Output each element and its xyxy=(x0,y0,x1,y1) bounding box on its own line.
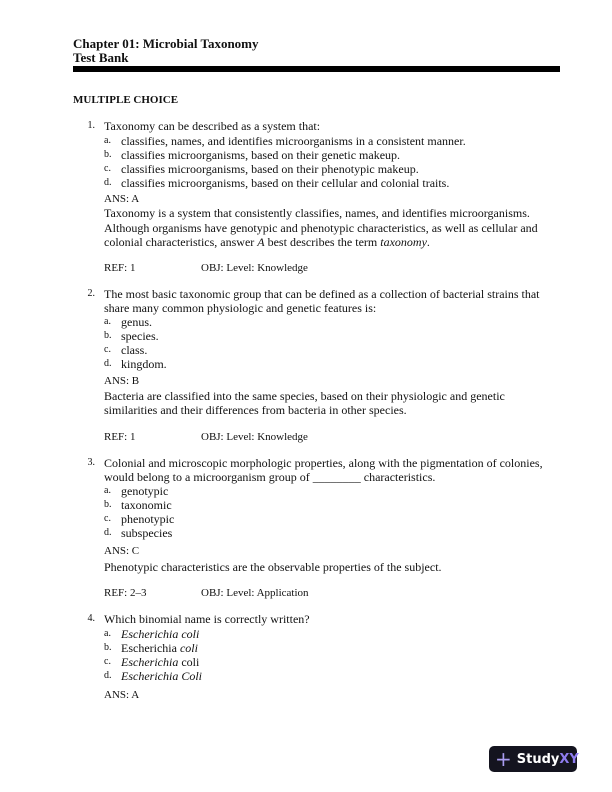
option-text: species. xyxy=(121,329,159,343)
option-text: taxonomic xyxy=(121,498,172,512)
option-letter: b. xyxy=(104,330,112,341)
document-subtitle: Test Bank xyxy=(73,50,129,65)
option-text: classifies microorganisms, based on their phenotypic makeup. xyxy=(121,162,419,176)
option-text xyxy=(121,655,199,669)
answer: ANS: B xyxy=(104,375,140,387)
answer: ANS: A xyxy=(104,689,140,701)
reference: REF: 1 xyxy=(104,431,136,443)
explanation-line: similarities and their differences from bacteria in other species. xyxy=(104,403,407,417)
plus-icon: + xyxy=(495,747,512,771)
studyxy-watermark xyxy=(489,746,577,772)
reference: REF: 1 xyxy=(104,262,136,274)
option-text: genotypic xyxy=(121,484,169,498)
option-italic: Escherichia Coli xyxy=(121,669,202,683)
watermark-text-accent: XY xyxy=(559,751,579,767)
option-text xyxy=(121,641,198,655)
option-text xyxy=(121,669,202,683)
explanation-line xyxy=(104,235,430,249)
option-letter: c. xyxy=(104,344,111,355)
chapter-title: Chapter 01: Microbial Taxonomy xyxy=(73,36,259,51)
question-number: 1. xyxy=(87,120,95,131)
question-stem: Colonial and microscopic morphologic properties, along with the pigmentation of colonies, xyxy=(104,456,543,470)
option-letter: b. xyxy=(104,149,112,160)
explanation-italic: taxonomy xyxy=(380,235,427,249)
question-number: 3. xyxy=(87,457,95,468)
explanation-italic: A xyxy=(257,235,265,249)
question-stem: The most basic taxonomic group that can be defined as a collection of bacterial strains that xyxy=(104,287,540,301)
option-letter: a. xyxy=(104,316,111,327)
option-italic: coli xyxy=(179,641,198,655)
option-text: classifies microorganisms, based on their cellular and colonial traits. xyxy=(121,176,450,190)
option-letter: d. xyxy=(104,177,112,188)
section-heading: MULTIPLE CHOICE xyxy=(73,94,179,106)
option-text xyxy=(121,627,199,641)
option-roman: Escherichia xyxy=(121,641,180,655)
option-letter: a. xyxy=(104,628,111,639)
option-text: phenotypic xyxy=(121,512,175,526)
option-letter: d. xyxy=(104,358,112,369)
option-text: class. xyxy=(121,343,148,357)
reference: REF: 2–3 xyxy=(104,587,147,599)
objective: OBJ: Level: Knowledge xyxy=(201,262,308,274)
option-letter: c. xyxy=(104,163,111,174)
objective: OBJ: Level: Application xyxy=(201,587,309,599)
option-text: classifies, names, and identifies microorganisms in a consistent manner. xyxy=(121,134,466,148)
explanation-line: Although organisms have genotypic and phenotypic characteristics, as well as cellular and xyxy=(104,221,538,235)
explanation-text: best describes the term xyxy=(264,235,381,249)
question-stem: share many common physiologic and genetic features is: xyxy=(104,301,377,315)
option-letter: b. xyxy=(104,642,112,653)
option-letter: c. xyxy=(104,513,111,524)
option-letter: a. xyxy=(104,135,111,146)
option-text: kingdom. xyxy=(121,357,167,371)
option-letter: d. xyxy=(104,527,112,538)
option-letter: d. xyxy=(104,670,112,681)
option-roman: coli xyxy=(178,655,200,669)
option-italic: Escherichia xyxy=(121,655,179,669)
option-letter: b. xyxy=(104,499,112,510)
answer: ANS: A xyxy=(104,193,140,205)
answer: ANS: C xyxy=(104,545,140,557)
option-text: subspecies xyxy=(121,526,173,540)
watermark-text: Study xyxy=(516,751,560,767)
option-letter: c. xyxy=(104,656,111,667)
option-letter: a. xyxy=(104,485,111,496)
explanation-line: Phenotypic characteristics are the observable properties of the subject. xyxy=(104,560,442,574)
explanation-text: . xyxy=(426,235,430,249)
question-stem: Which binomial name is correctly written? xyxy=(104,612,310,626)
option-text: classifies microorganisms, based on their genetic makeup. xyxy=(121,148,401,162)
option-text: genus. xyxy=(121,315,152,329)
question-stem: Taxonomy can be described as a system that: xyxy=(104,119,321,133)
explanation-line: Taxonomy is a system that consistently classifies, names, and identifies microorganisms. xyxy=(104,206,530,220)
objective: OBJ: Level: Knowledge xyxy=(201,431,308,443)
question-stem: would belong to a microorganism group of ________ characteristics. xyxy=(104,470,436,484)
explanation-line: Bacteria are classified into the same species, based on their physiologic and genetic xyxy=(104,389,505,403)
question-number: 4. xyxy=(87,613,95,624)
header-rule xyxy=(73,66,560,72)
question-number: 2. xyxy=(87,288,95,299)
explanation-text: colonial characteristics, answer xyxy=(104,235,258,249)
option-italic: Escherichia coli xyxy=(121,627,200,641)
